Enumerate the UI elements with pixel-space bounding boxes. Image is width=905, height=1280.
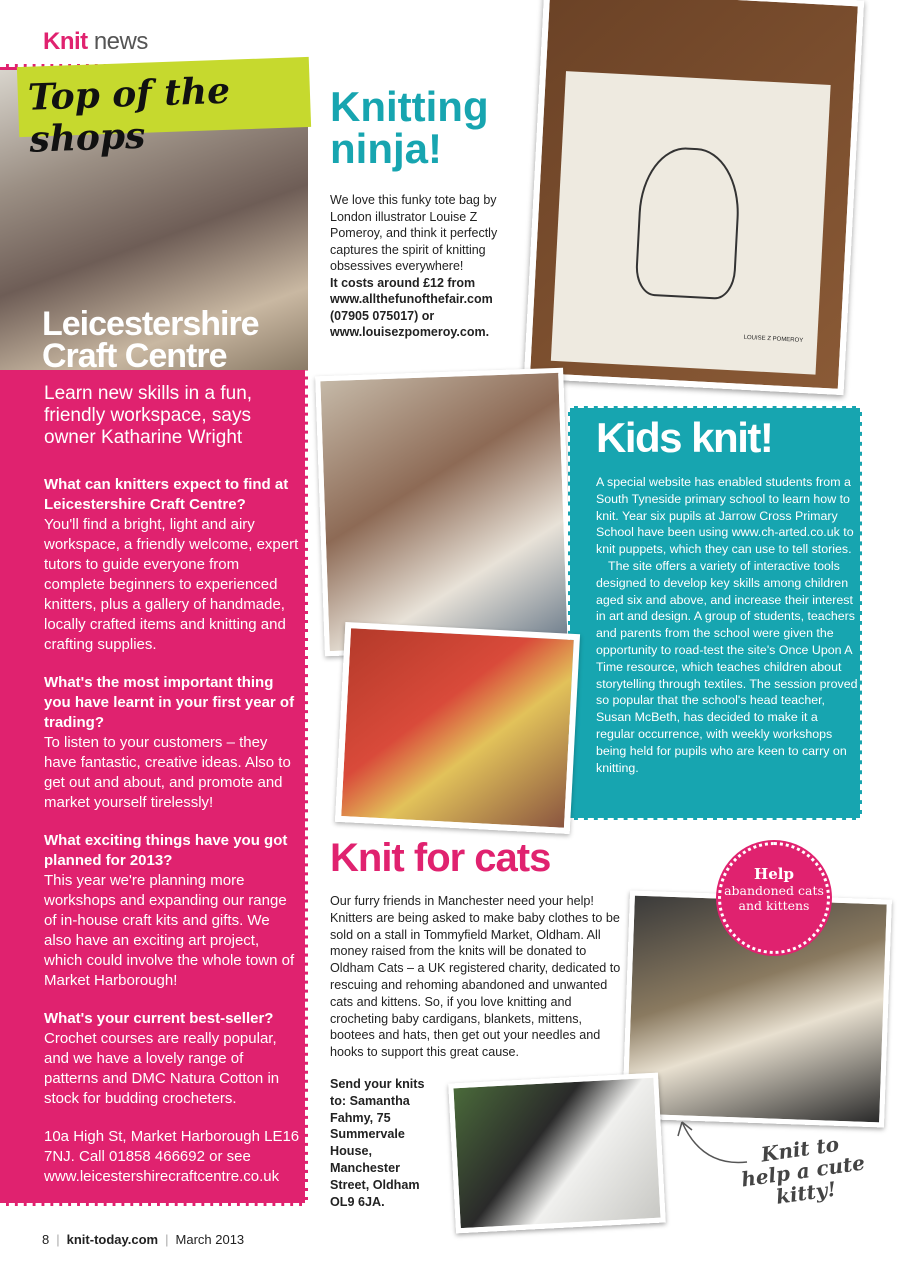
answer: To listen to your customers – they have fantastic, creative ideas. Also to get out and about, and promote and market yourself tirelessly!: [44, 734, 291, 811]
kids-title: Kids knit!: [596, 414, 773, 461]
cat-photo: [448, 1073, 666, 1234]
question: What can knitters expect to find at Leicestershire Craft Centre?: [44, 476, 289, 513]
ninja-price: It costs around £12 from www.allthefunofthefair.com (07905 075017) or www.louisezpomeroy.com.: [330, 275, 493, 339]
question: What's your current best-seller?: [44, 1010, 274, 1027]
badge-text: abandoned cats and kittens: [724, 883, 824, 913]
kitty-caption: Knit to help a cute kitty!: [739, 1131, 867, 1209]
section-brand: Knit: [43, 28, 88, 55]
ninja-illustration: [634, 145, 742, 300]
shop-title-line: Leicestershire: [42, 305, 259, 343]
tote-bag-photo: [524, 0, 864, 395]
qa-item: [44, 475, 300, 655]
footer-issue: March 2013: [175, 1232, 245, 1247]
kids-paragraph: The site offers a variety of interactive tools designed to develop key skills among children aged six and above, and increase their interest in art and design. A group of students, teachers and parents from the school were given the opportunity to road-test the site's Once Upon A Time resource, which teaches children about storytelling through textiles. The session proved so popular that the school's head teacher, Susan McBeth, has decided to make it a regular occurrence, with weekly workshops being held for pupils who are keen to carry on knitting.: [596, 558, 858, 775]
section-header: [43, 28, 148, 56]
kids-knitting-photo: [315, 368, 573, 656]
answer: Crochet courses are really popular, and we have a lovely range of patterns and DMC Natura Cotton in stock for budding crocheters.: [44, 1030, 280, 1107]
answer: You'll find a bright, light and airy workspace, a friendly welcome, expert tutors to guide everyone from complete beginners to experienced knitters, plus a gallery of handmade, locally crafted items and knitting and crafting supplies.: [44, 516, 299, 653]
ninja-text: We love this funky tote bag by London illustrator Louise Z Pomeroy, and think it perfectly captures the spirit of knitting obsessives everywhere!: [330, 193, 498, 273]
page-footer: 8 | knit-today.com | March 2013: [42, 1232, 245, 1247]
qa-item: [44, 831, 300, 991]
shop-standfirst: Learn new skills in a fun, friendly workspace, says owner Katharine Wright: [44, 383, 253, 448]
cats-title: Knit for cats: [330, 836, 551, 880]
shop-address: 10a High St, Market Harborough LE16 7NJ. Call 01858 466692 or see www.leicestershirecraftcentre.co.uk: [44, 1128, 300, 1185]
send-address: Send your knits to: Samantha Fahmy, 75 Summervale House, Manchester Street, Oldham OL9 6JA.: [330, 1077, 425, 1209]
ninja-body: [330, 192, 510, 341]
cats-body: Our furry friends in Manchester need your help! Knitters are being asked to make baby clothes to be sold on a stall in Tommyfield Market, Oldham. All money raised from the knits will be donated to Oldham Cats – a UK registered charity, dedicated to rescuing and rehoming abandoned and unwanted cats and kittens. So, if you love knitting and crocheting baby cardigans, blankets, mittens, bootees and hats, then get out your needles and hooks to support this great cause.: [330, 894, 621, 1060]
kids-paragraph: A special website has enabled students from a South Tyneside primary school to learn how to knit. Year six pupils at Jarrow Cross Primary School have been using www.ch-arted.co.uk to knit puppets, which they can use to tell stories.: [596, 475, 854, 557]
question: What's the most important thing you have learnt in your first year of trading?: [44, 674, 295, 731]
footer-site: knit-today.com: [66, 1232, 159, 1247]
qa-item: [44, 673, 300, 813]
page-number: 8: [42, 1232, 50, 1247]
ninja-title: Knitting ninja!: [330, 83, 489, 172]
section-label: news: [93, 28, 148, 55]
bag-signature: LOUISE Z POMEROY: [743, 334, 804, 344]
tote-bag: [551, 71, 831, 374]
children-photo: [335, 622, 580, 834]
qa-item: [44, 1009, 300, 1109]
kids-body: [596, 474, 858, 776]
question: What exciting things have you got planned for 2013?: [44, 832, 288, 869]
top-of-shops-banner: Top of the shops: [17, 57, 311, 137]
shop-title-line: Craft Centre: [42, 337, 227, 375]
badge-title: Help: [754, 865, 794, 883]
answer: This year we're planning more workshops and expanding our range of in-house craft kits and gifts. We also have an exciting art project, which could involve the whole town of Market Harborough!: [44, 872, 295, 989]
shop-title: [42, 305, 259, 375]
help-badge: [718, 842, 830, 954]
